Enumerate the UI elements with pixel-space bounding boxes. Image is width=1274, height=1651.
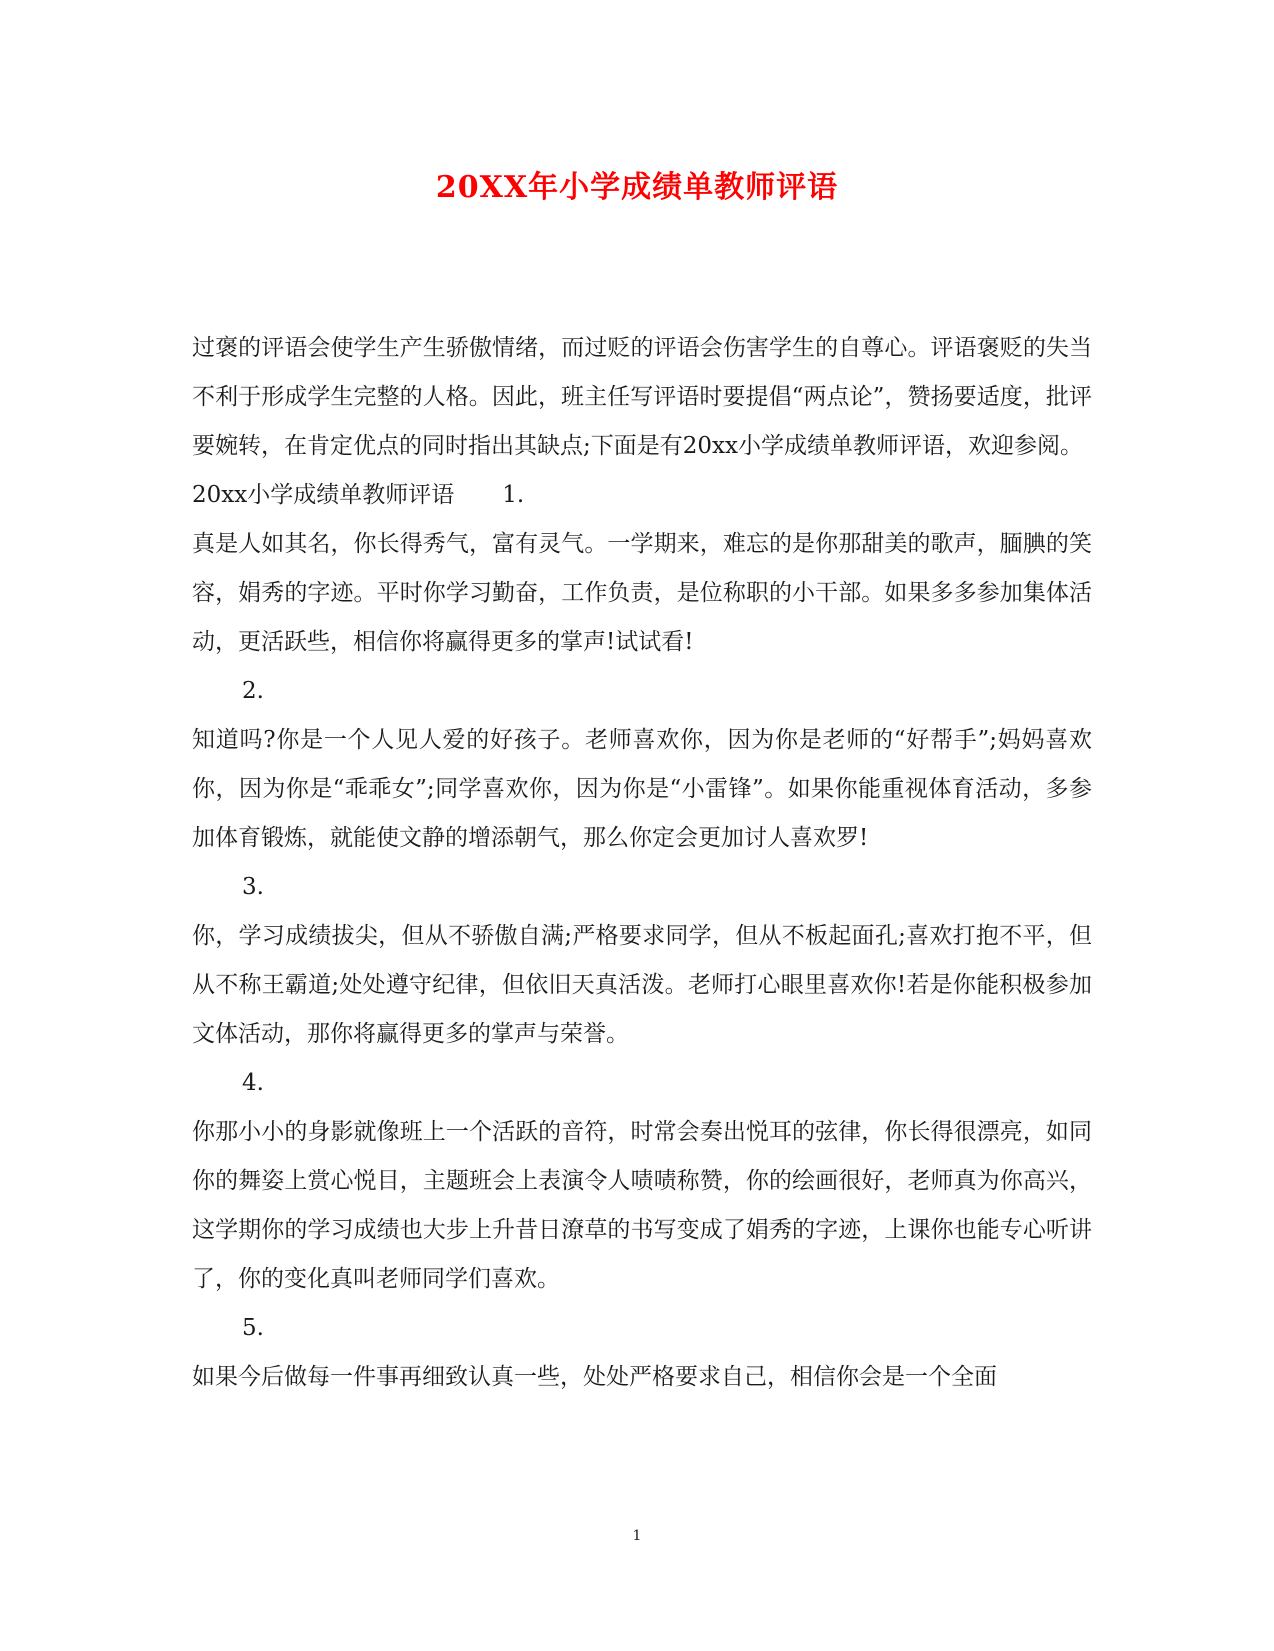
- section-heading-line: [192, 471, 1092, 520]
- item-text-3: 你，学习成绩拔尖，但从不骄傲自满;严格要求同学，但从不板起面孔;喜欢打抱不平，但从不称王霸道;处处遵守纪律，但依旧天真活泼。老师打心眼里喜欢你!若是你能积极参加文体活动，那你将赢得更多的掌声与荣誉。: [192, 923, 1092, 1047]
- page-number: 1: [632, 1528, 642, 1544]
- item-number-4: 4.: [242, 1070, 264, 1096]
- item-number-5: 5.: [242, 1315, 264, 1341]
- section-heading: 20xx小学成绩单教师评语: [192, 482, 455, 508]
- document-title: 20XX年小学成绩单教师评语: [435, 170, 839, 205]
- item-text-5: 如果今后做每一件事再细致认真一些，处处严格要求自己，相信你会是一个全面: [192, 1364, 997, 1390]
- item-number-3: 3.: [242, 874, 264, 900]
- item-text-2: 知道吗?你是一个人见人爱的好孩子。老师喜欢你，因为你是老师的“好帮手”;妈妈喜欢你，因为你是“乖乖女”;同学喜欢你，因为你是“小雷锋”。如果你能重视体育活动，多参加体育锻炼，就能使文静的增添朝气，那么你定会更加讨人喜欢罗!: [192, 727, 1092, 851]
- item-number-1: 1.: [502, 482, 525, 508]
- item-text-4: 你那小小的身影就像班上一个活跃的音符，时常会奏出悦耳的弦律，你长得很漂亮，如同你的舞姿上赏心悦目，主题班会上表演令人啧啧称赞，你的绘画很好，老师真为你高兴，这学期你的学习成绩也大步上升昔日潦草的书写变成了娟秀的字迹，上课你也能专心听讲了，你的变化真叫老师同学们喜欢。: [192, 1119, 1092, 1292]
- item-number-2: 2.: [242, 678, 264, 704]
- item-text-1: 真是人如其名，你长得秀气，富有灵气。一学期来，难忘的是你那甜美的歌声，腼腆的笑容，娟秀的字迹。平时你学习勤奋，工作负责，是位称职的小干部。如果多多参加集体活动，更活跃些，相信你将赢得更多的掌声!试试看!: [192, 531, 1092, 655]
- intro-paragraph: 过褒的评语会使学生产生骄傲情绪，而过贬的评语会伤害学生的自尊心。评语褒贬的失当不利于形成学生完整的人格。因此，班主任写评语时要提倡“两点论”，赞扬要适度，批评要婉转，在肯定优点的同时指出其缺点;下面是有20xx小学成绩单教师评语，欢迎参阅。: [192, 335, 1092, 459]
- document-body: [192, 324, 1092, 1402]
